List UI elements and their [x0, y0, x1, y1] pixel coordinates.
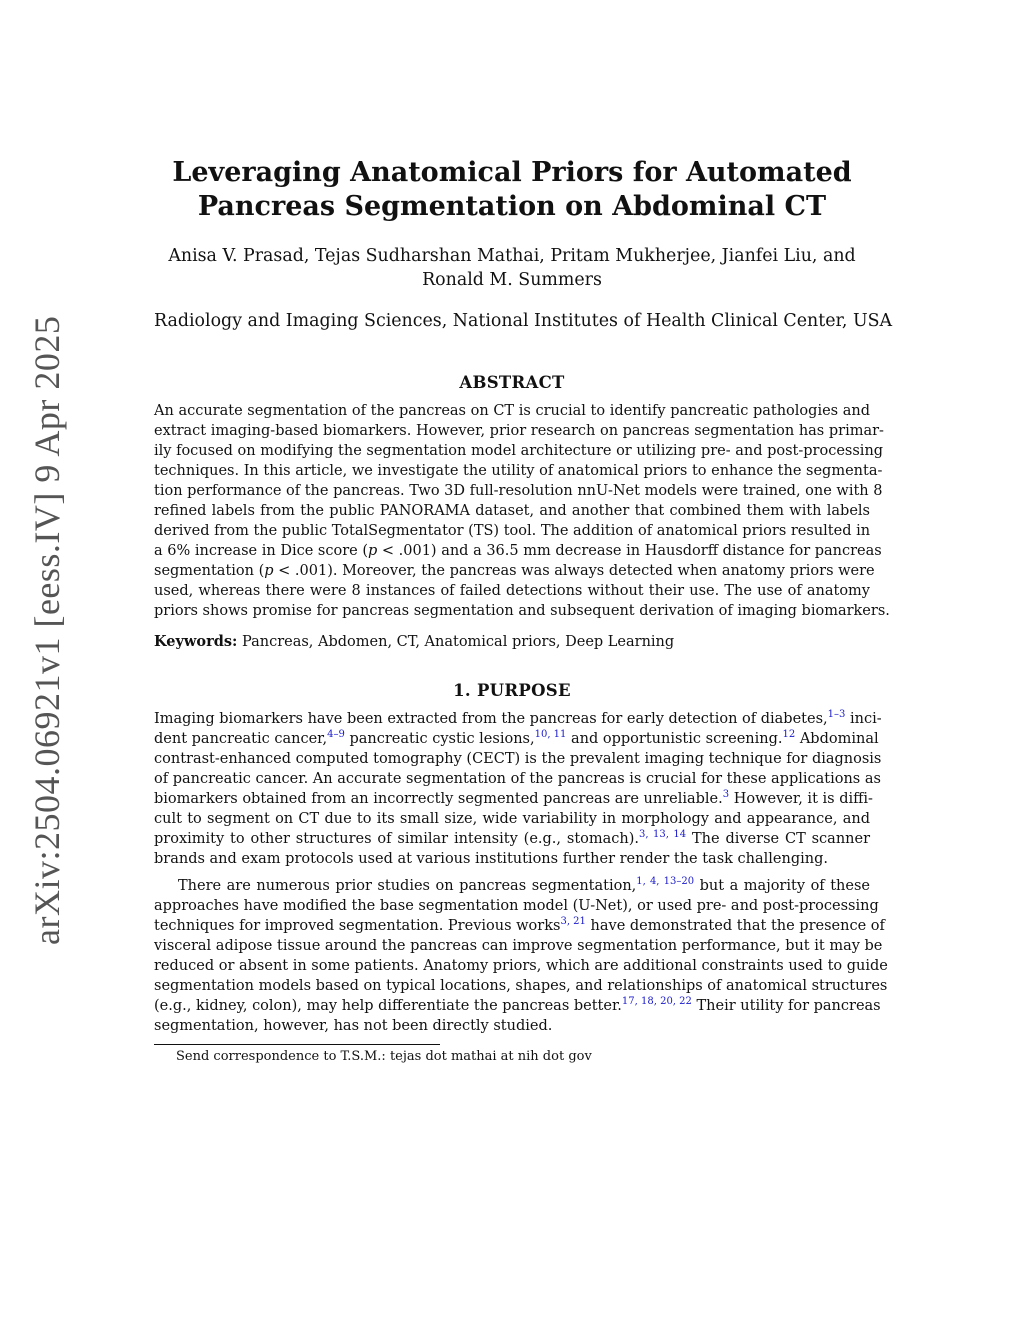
author-list: [154, 244, 870, 292]
purpose-paragraph-1: [154, 709, 882, 869]
authors-line-1: Anisa V. Prasad, Tejas Sudharshan Mathai, Pritam Mukherjee, Jianfei Liu, and: [168, 246, 856, 266]
text-run: (e.g., kidney, colon), may help differentiate the pancreas better.: [154, 998, 622, 1014]
abstract-line: used, whereas there were 8 instances of failed detections without their use. The use of anatomy: [154, 583, 870, 599]
abstract-line: refined labels from the public PANORAMA dataset, and another that combined them with labels: [154, 503, 870, 519]
text-run: biomarkers obtained from an incorrectly segmented pancreas are unreliable.: [154, 791, 723, 807]
citation-link[interactable]: 17, 18, 20, 22: [621, 996, 692, 1007]
body-line: [154, 729, 879, 749]
body-line: [154, 789, 873, 809]
body-line: brands and exam protocols used at various institutions further render the task challenging.: [154, 851, 828, 867]
text-run: The diverse CT scanner: [686, 831, 871, 847]
keywords-text: Pancreas, Abdomen, CT, Anatomical priors, Deep Learning: [237, 634, 675, 650]
citation-link[interactable]: 4–9: [327, 729, 345, 740]
citation-link[interactable]: 1, 4, 13–20: [636, 876, 695, 887]
abstract-line: extract imaging-based biomarkers. However, prior research on pancreas segmentation has primar-: [154, 423, 884, 439]
body-line: [154, 916, 885, 936]
authors-line-2: Ronald M. Summers: [422, 270, 602, 290]
keywords-label: Keywords:: [154, 633, 238, 650]
text-run: proximity to other structures of similar intensity (e.g., stomach).: [154, 831, 640, 847]
body-line: [154, 709, 882, 729]
affiliation: Radiology and Imaging Sciences, National Institutes of Health Clinical Center, USA: [154, 311, 893, 331]
abstract-line: ily focused on modifying the segmentation model architecture or utilizing pre- and post-processing: [154, 443, 884, 459]
abstract-line: [154, 541, 882, 561]
correspondence-footnote: Send correspondence to T.S.M.: tejas dot mathai at nih dot gov: [176, 1049, 592, 1064]
text-run: techniques for improved segmentation. Previous works: [154, 918, 561, 934]
text-run: a 6% increase in Dice score (: [154, 543, 368, 559]
body-line: cult to segment on CT due to its small size, wide variability in morphology and appearance, and: [154, 811, 870, 827]
purpose-paragraph-2: [154, 876, 888, 1036]
title-line-2: Pancreas Segmentation on Abdominal CT: [197, 191, 827, 222]
abstract-line: tion performance of the pancreas. Two 3D full-resolution nnU-Net models were trained, one with 8: [154, 483, 883, 499]
abstract-line: priors shows promise for pancreas segmentation and subsequent derivation of imaging biomarkers.: [154, 603, 890, 619]
text-run: < .001). Moreover, the pancreas was always detected when anatomy priors were: [273, 563, 875, 579]
keywords-line: [154, 632, 870, 652]
body-line: reduced or absent in some patients. Anatomy priors, which are additional constraints used to guide: [154, 958, 888, 974]
p-value-symbol: p: [264, 563, 274, 579]
text-run: pancreatic cystic lesions,: [344, 731, 535, 747]
abstract-body: [154, 401, 890, 621]
text-run: Abdominal: [795, 731, 879, 747]
citation-link[interactable]: 10, 11: [534, 729, 567, 740]
body-line: segmentation, however, has not been directly studied.: [154, 1018, 553, 1034]
body-line: contrast-enhanced computed tomography (CECT) is the prevalent imaging technique for diagnosis: [154, 751, 882, 767]
arxiv-identifier: arXiv:2504.06921v1 [eess.IV] 9 Apr 2025: [27, 315, 67, 945]
text-run: inci-: [845, 711, 882, 727]
text-run: Imaging biomarkers have been extracted from the pancreas for early detection of diabetes,: [154, 711, 828, 727]
body-line: [154, 829, 870, 849]
text-run: have demonstrated that the presence of: [585, 918, 885, 934]
text-run: and opportunistic screening.: [566, 731, 783, 747]
abstract-line: techniques. In this article, we investigate the utility of anatomical priors to enhance the segmenta-: [154, 463, 883, 479]
citation-link[interactable]: 3, 21: [560, 916, 586, 927]
body-line: [154, 876, 870, 896]
abstract-heading: ABSTRACT: [459, 373, 565, 392]
text-run: but a majority of these: [694, 878, 870, 894]
body-line: of pancreatic cancer. An accurate segmentation of the pancreas is crucial for these applications as: [154, 771, 881, 787]
abstract-line: derived from the public TotalSegmentator (TS) tool. The addition of anatomical priors resulted in: [154, 523, 871, 539]
text-run: Their utility for pancreas: [691, 998, 881, 1014]
section-heading-purpose: 1. PURPOSE: [453, 681, 571, 700]
citation-link[interactable]: 3, 13, 14: [639, 829, 687, 840]
text-run: However, it is diffi-: [729, 791, 873, 807]
text-run: segmentation (: [154, 563, 265, 579]
citation-link[interactable]: 3: [722, 789, 730, 800]
footnote-divider: [154, 1044, 440, 1045]
text-run: dent pancreatic cancer,: [154, 731, 328, 747]
paper-title: [154, 156, 870, 224]
body-line: visceral adipose tissue around the pancreas can improve segmentation performance, but it may be: [154, 938, 883, 954]
p-value-symbol: p: [367, 543, 378, 559]
text-run: There are numerous prior studies on pancreas segmentation,: [178, 878, 637, 894]
citation-link[interactable]: 1–3: [827, 709, 846, 720]
abstract-line: An accurate segmentation of the pancreas on CT is crucial to identify pancreatic pathologies and: [154, 403, 870, 419]
text-run: < .001) and a 36.5 mm decrease in Hausdorff distance for pancreas: [377, 543, 882, 559]
title-line-1: Leveraging Anatomical Priors for Automated: [172, 157, 852, 188]
abstract-line: [154, 561, 875, 581]
keywords: [154, 632, 870, 652]
body-line: segmentation models based on typical locations, shapes, and relationships of anatomical structures: [154, 978, 888, 994]
citation-link[interactable]: 12: [782, 729, 796, 740]
body-line: approaches have modified the base segmentation model (U-Net), or used pre- and post-processing: [154, 898, 879, 914]
body-line: [154, 996, 881, 1016]
